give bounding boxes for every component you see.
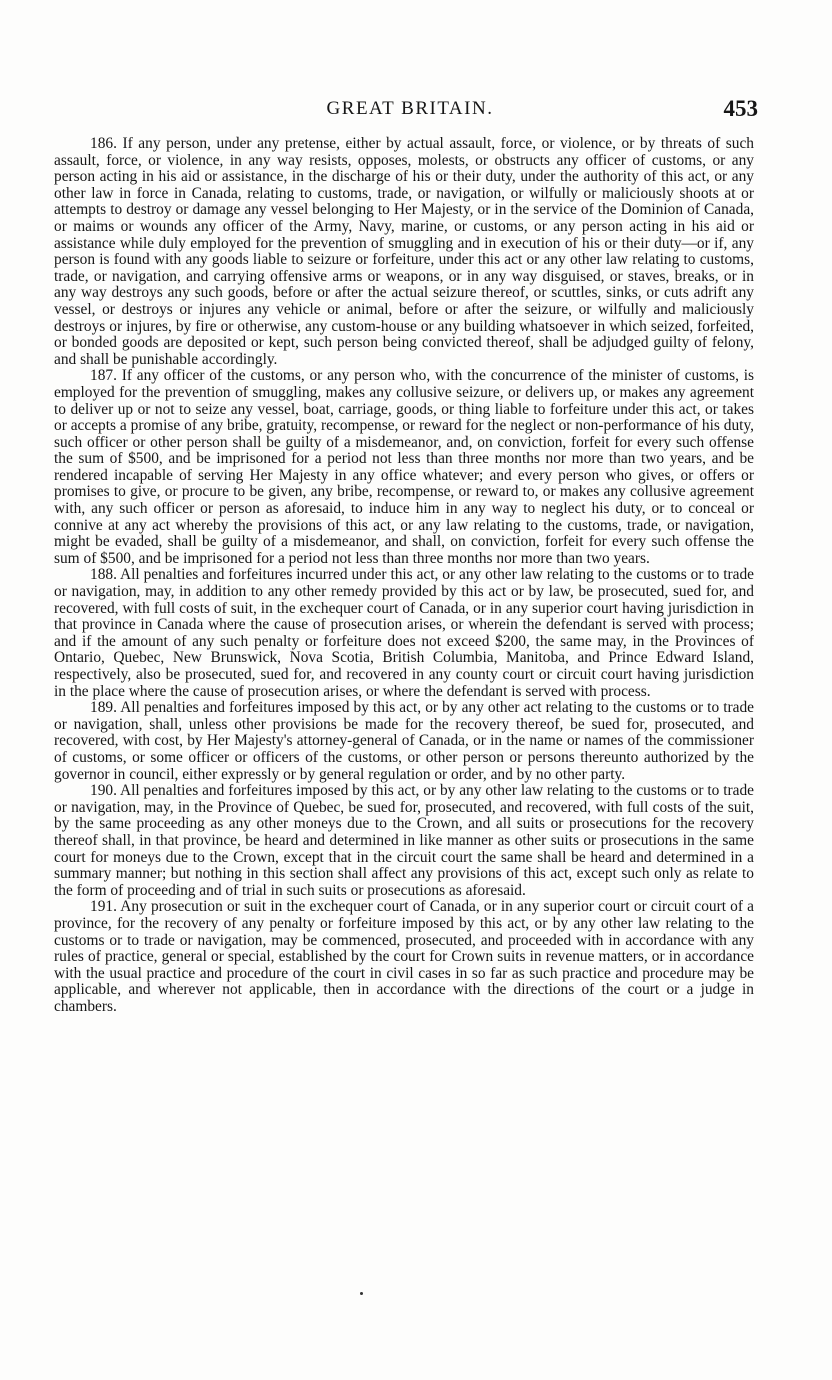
section-number: 189. <box>90 699 117 717</box>
body-text <box>54 136 754 1015</box>
page-number: 453 <box>723 96 758 121</box>
section-text: If any officer of the customs, or any person who, with the concurrence of the minister of customs, is employed for the prevention of smuggling, makes any collusive seizure, or delivers up, or makes any agreement to deliver up or not to seize any vessel, boat, carriage, goods, or thing liable to forfeiture under this act, or takes or accepts a promise of any bribe, gratuity, recompense, or reward for the neglect or non-performance of his duty, such officer or other person shall be guilty of a misdemeanor, and, on conviction, forfeit for every such offense the sum of $500, and be imprisoned for a period not less than three months nor more than two years, and be rendered incapable of serving Her Majesty in any office whatever; and every person who gives, or offers or promises to give, or procure to be given, any bribe, recompense, or reward to, or makes any collusive agreement with, any such officer or person as aforesaid, to induce him in any way to neglect his duty, or to conceal or connive at any act whereby the provisions of this act, or any law relating to the customs, trade, or navigation, might be evaded, shall be guilty of a misdemeanor, and shall, on conviction, forfeit for every such offense the sum of $500, and be imprisoned for a period not less than three months nor more than two years. <box>54 367 754 567</box>
ink-speck <box>360 1292 363 1295</box>
section-number: 187. <box>90 367 117 385</box>
section-number: 190. <box>90 782 117 800</box>
section-187 <box>54 368 754 567</box>
section-text: All penalties and forfeitures imposed by this act, or by any other act relating to the customs or to trade or navigation, shall, unless other provisions be made for the recovery thereof, be sued for, prosecuted, and recovered, with cost, by Her Majesty's attorney-general of Canada, or in the name or names of the commissioner of customs, or some officer or officers of the customs, or other person or persons thereunto authorized by the governor in council, either expressly or by general regulation or order, and by no other party. <box>54 699 754 783</box>
section-text: Any prosecution or suit in the exchequer court of Canada, or in any superior court or circuit court of a province, for the recovery of any penalty or forfeiture imposed by this act, or by any other law relating to the customs or to trade or navigation, may be commenced, prosecuted, and proceeded with in accordance with any rules of practice, general or special, established by the court for Crown suits in revenue matters, or in accordance with the usual practice and procedure of the court in civil cases in so far as such practice and procedure may be applicable, and wherever not applicable, then in accordance with the directions of the court or a judge in chambers. <box>54 898 754 1015</box>
section-188 <box>54 567 754 700</box>
running-head: GREAT BRITAIN. <box>326 98 494 119</box>
section-190 <box>54 783 754 899</box>
section-number: 191. <box>90 898 117 916</box>
page-header <box>60 96 760 126</box>
section-text: If any person, under any pretense, either by actual assault, force, or violence, or by threats of such assault, force, or violence, in any way resists, opposes, molests, or obstructs any officer of customs, or any person acting in his aid or assistance, in the discharge of his or their duty, under the authority of this act, or any other law in force in Canada, relating to customs, trade, or navigation, or wilfully or maliciously shoots at or attempts to destroy or damage any vessel belonging to Her Majesty, or in the service of the Dominion of Canada, or maims or wounds any officer of the Army, Navy, marine, or customs, or any person acting in his aid or assistance while duly employed for the prevention of smuggling and in execution of his or their duty—or if, any person is found with any goods liable to seizure or forfeiture, under this act or any other law relating to customs, trade, or navigation, and carrying offensive arms or weapons, or in any way disguised, or staves, breaks, or in any way destroys any such goods, before or after the actual seizure thereof, or scuttles, sinks, or cuts adrift any vessel, or destroys or injures any vehicle or animal, before or after the seizure, or wilfully and maliciously destroys or injures, by fire or otherwise, any custom-house or any building whatsoever in which seized, forfeited, or bonded goods are deposited or kept, such person being convicted thereof, shall be adjudged guilty of felony, and shall be punishable accordingly. <box>54 135 754 368</box>
section-186 <box>54 136 754 368</box>
section-number: 188. <box>90 566 117 584</box>
section-191 <box>54 899 754 1015</box>
section-text: All penalties and forfeitures imposed by this act, or by any other law relating to the customs or to trade or navigation, may, in the Province of Quebec, be sued for, prosecuted, and recovered, with full costs of the suit, by the same proceeding as any other moneys due to the Crown, and all suits or prosecutions for the recovery thereof shall, in that province, be heard and determined in like manner as other suits or prosecutions in the same court for moneys due to the Crown, except that in the circuit court the same shall be heard and determined in a summary manner; but nothing in this section shall affect any provisions of this act, except such only as relate to the form of proceeding and of trial in such suits or prosecutions as aforesaid. <box>54 782 754 899</box>
section-text: All penalties and forfeitures incurred under this act, or any other law relating to the customs or to trade or navigation, may, in addition to any other remedy provided by this act or by law, be prosecuted, sued for, and recovered, with full costs of suit, in the exchequer court of Canada, or in any superior court having jurisdiction in that province in Canada where the cause of prosecution arises, or wherein the defendant is served with process; and if the amount of any such penalty or forfeiture does not exceed $200, the same may, in the Provinces of Ontario, Quebec, New Brunswick, Nova Scotia, British Columbia, Manitoba, and Prince Edward Island, respectively, also be prosecuted, sued for, and recovered in any county court or circuit court having jurisdiction in the place where the cause of prosecution arises, or where the defendant is served with process. <box>54 566 754 700</box>
section-number: 186. <box>90 135 117 152</box>
section-189 <box>54 700 754 783</box>
